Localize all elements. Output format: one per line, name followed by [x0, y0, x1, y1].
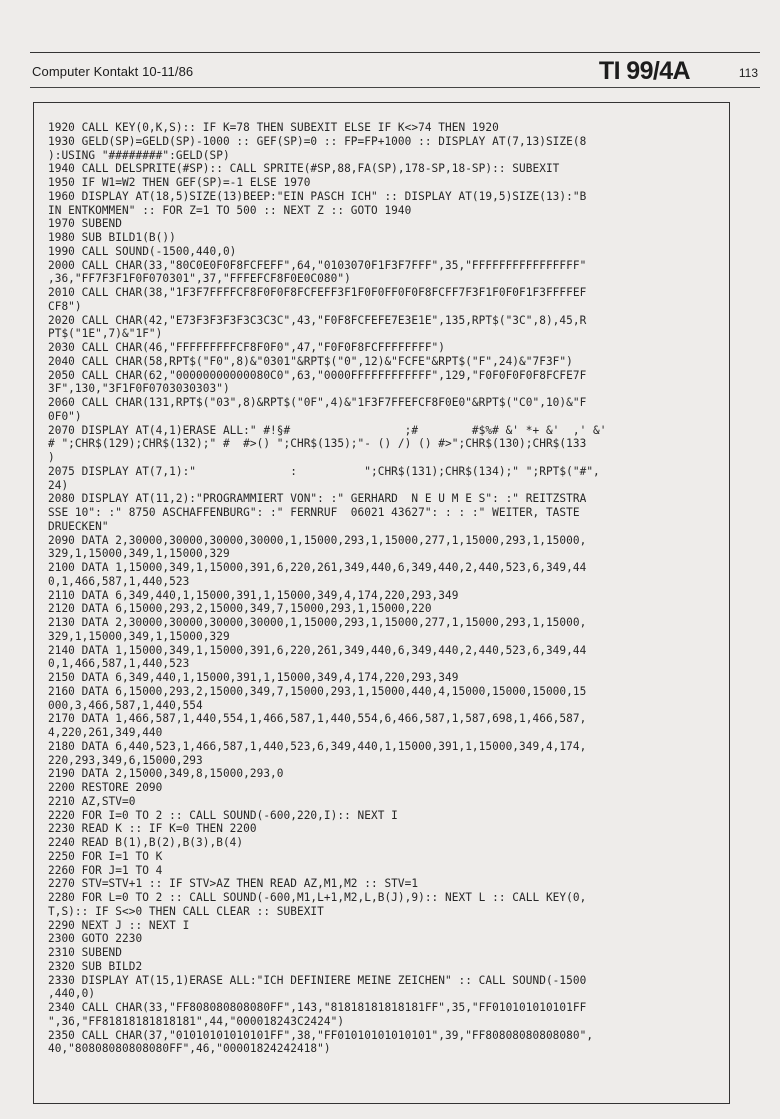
- listing-line: 2010 CALL CHAR(38,"1F3F7FFFFCF8F0F0F8FCFEFF3F1F0F0FF0F0F8FCFF7F3F1F0F0F1F3FFFFEF: [48, 286, 587, 299]
- listing-line: 329,1,15000,349,1,15000,329: [48, 629, 230, 643]
- listing-line: 2200 RESTORE 2090: [48, 781, 163, 794]
- listing-line: 2110 DATA 6,349,440,1,15000,391,1,15000,349,4,174,220,293,349: [48, 588, 459, 602]
- listing-line: 2260 FOR J=1 TO 4: [48, 863, 163, 877]
- listing-line: 2180 DATA 6,440,523,1,466,587,1,440,523,6,349,440,1,15000,391,1,15000,349,4,174,: [48, 739, 587, 753]
- listing-line: 2000 CALL CHAR(33,"80C0E0F0F8FCFEFF",64,"0103070F1F3F7FFF",35,"FFFFFFFFFFFFFFFF": [48, 258, 587, 272]
- listing-line: 2290 NEXT J :: NEXT I: [48, 918, 190, 932]
- listing-line: 0,1,466,587,1,440,523: [48, 574, 190, 588]
- listing-line: 1930 GELD(SP)=GELD(SP)-1000 :: GEF(SP)=0 :: FP=FP+1000 :: DISPLAY AT(7,13)SIZE(8: [48, 134, 587, 148]
- listing-line: 2120 DATA 6,15000,293,2,15000,349,7,15000,293,1,15000,220: [48, 602, 432, 616]
- page-number: 113: [738, 66, 758, 80]
- listing-line: 1920 CALL KEY(0,K,S):: IF K=78 THEN SUBEXIT ELSE IF K<>74 THEN 1920: [48, 121, 499, 134]
- listing-line: 2160 DATA 6,15000,293,2,15000,349,7,15000,293,1,15000,440,4,15000,15000,15000,15: [48, 684, 587, 698]
- listing-line: ): [48, 451, 55, 464]
- listing-line: PT$("1E",7)&"1F"): [48, 327, 163, 341]
- header-rule: [30, 87, 760, 88]
- listing-line: 3F",130,"3F1F0F0703030303"): [48, 382, 230, 396]
- listing-line: SSE 10": :" 8750 ASCHAFFENBURG": :" FERNRUF 06021 43627": : : :" WEITER, TASTE: [48, 506, 580, 519]
- listing-line: 2170 DATA 1,466,587,1,440,554,1,466,587,1,440,554,6,466,587,1,587,698,1,466,587,: [48, 712, 587, 726]
- system-title: TI 99/4A: [598, 57, 690, 85]
- listing-line: DRUECKEN": [48, 519, 109, 533]
- listing-line: 0F0"): [48, 409, 82, 423]
- listing-line: ",36,"FF81818181818181",44,"000018243C2424"): [48, 1014, 345, 1028]
- listing-line: ,36,"FF7F3F1F0F070301",37,"FFFEFCF8F0E0C080"): [48, 272, 351, 286]
- listing-line: 2140 DATA 1,15000,349,1,15000,391,6,220,261,349,440,6,349,440,2,440,523,6,349,44: [48, 643, 587, 657]
- listing-line: 329,1,15000,349,1,15000,329: [48, 547, 230, 561]
- listing-line: 2060 CALL CHAR(131,RPT$("03",8)&RPT$("0F",4)&"1F3F7FFEFCF8F0E0"&RPT$("C0",10)&"F: [48, 396, 587, 409]
- listing-line: ,440,0): [48, 987, 96, 1001]
- listing-line: 0,1,466,587,1,440,523: [48, 657, 190, 671]
- listing-line: IN ENTKOMMEN" :: FOR Z=1 TO 500 :: NEXT Z :: GOTO 1940: [48, 203, 412, 217]
- listing-line: 2300 GOTO 2230: [48, 932, 143, 946]
- listing-line: 2320 SUB BILD2: [48, 959, 143, 973]
- listing-line: # ";CHR$(129);CHR$(132);" # #>() ";CHR$(135);"- () /) () #>";CHR$(130);CHR$(133: [48, 437, 587, 451]
- listing-line: 4,220,261,349,440: [48, 726, 163, 739]
- listing-line: 2075 DISPLAY AT(7,1):" : ";CHR$(131);CHR$(134);" ";RPT$("#",: [48, 464, 600, 478]
- listing-line: 2100 DATA 1,15000,349,1,15000,391,6,220,261,349,440,6,349,440,2,440,523,6,349,44: [48, 561, 587, 574]
- page-header: [30, 56, 760, 86]
- top-rule: [30, 52, 760, 53]
- listing-line: T,S):: IF S<>0 THEN CALL CLEAR :: SUBEXIT: [48, 904, 324, 918]
- listing-line: 1950 IF W1=W2 THEN GEF(SP)=-1 ELSE 1970: [48, 176, 311, 189]
- listing-line: 000,3,466,587,1,440,554: [48, 698, 203, 712]
- listing-box: [33, 102, 730, 1104]
- listing-line: 2340 CALL CHAR(33,"FF808080808080FF",143,"81818181818181FF",35,"FF010101010101FF: [48, 1001, 587, 1014]
- listing-line: 1960 DISPLAY AT(18,5)SIZE(13)BEEP:"EIN PASCH ICH" :: DISPLAY AT(19,5)SIZE(13):"B: [48, 189, 587, 203]
- listing-line: 2310 SUBEND: [48, 946, 123, 959]
- listing-line: 2210 AZ,STV=0: [48, 794, 136, 808]
- listing-line: 2330 DISPLAY AT(15,1)ERASE ALL:"ICH DEFINIERE MEINE ZEICHEN" :: CALL SOUND(-1500: [48, 973, 587, 987]
- listing-line: 2090 DATA 2,30000,30000,30000,30000,1,15000,293,1,15000,277,1,15000,293,1,15000,: [48, 533, 587, 547]
- listing-line: 2030 CALL CHAR(46,"FFFFFFFFFCF8F0F0",47,"F0F0F8FCFFFFFFFF"): [48, 341, 446, 354]
- listing-line: 2270 STV=STV+1 :: IF STV>AZ THEN READ AZ,M1,M2 :: STV=1: [48, 877, 419, 891]
- listing-line: 1990 CALL SOUND(-1500,440,0): [48, 244, 237, 258]
- program-listing: [34, 103, 729, 1056]
- listing-line: 2350 CALL CHAR(37,"01010101010101FF",38,"FF01010101010101",39,"FF80808080808080",: [48, 1028, 594, 1042]
- publication-title: Computer Kontakt 10-11/86: [32, 64, 194, 79]
- listing-line: 2130 DATA 2,30000,30000,30000,30000,1,15000,293,1,15000,277,1,15000,293,1,15000,: [48, 616, 587, 629]
- listing-line: 2080 DISPLAY AT(11,2):"PROGRAMMIERT VON": :" GERHARD N E U M E S": :" REITZSTRA: [48, 492, 587, 506]
- listing-line: 2220 FOR I=0 TO 2 :: CALL SOUND(-600,220,I):: NEXT I: [48, 808, 398, 822]
- listing-line: ):USING "########":GELD(SP): [48, 148, 230, 162]
- listing-line: 2050 CALL CHAR(62,"00000000000080C0",63,"0000FFFFFFFFFFFF",129,"F0F0F0F0F8FCFE7F: [48, 368, 587, 382]
- listing-line: 2280 FOR L=0 TO 2 :: CALL SOUND(-600,M1,L+1,M2,L,B(J),9):: NEXT L :: CALL KEY(0,: [48, 891, 587, 904]
- listing-line: 2150 DATA 6,349,440,1,15000,391,1,15000,349,4,174,220,293,349: [48, 671, 459, 684]
- listing-line: 2240 READ B(1),B(2),B(3),B(4): [48, 836, 244, 849]
- listing-line: 1980 SUB BILD1(B()): [48, 231, 176, 244]
- listing-line: CF8"): [48, 299, 82, 313]
- listing-line: 2190 DATA 2,15000,349,8,15000,293,0: [48, 767, 284, 781]
- listing-line: 2070 DISPLAY AT(4,1)ERASE ALL:" #!§# ;# #$%# &' *+ &' ,' &': [48, 423, 607, 437]
- listing-line: 2020 CALL CHAR(42,"E73F3F3F3F3C3C3C",43,"F0F8FCFEFE7E3E1E",135,RPT$("3C",8),45,R: [48, 313, 587, 327]
- listing-line: 1940 CALL DELSPRITE(#SP):: CALL SPRITE(#SP,88,FA(SP),178-SP,18-SP):: SUBEXIT: [48, 162, 560, 176]
- listing-line: 2040 CALL CHAR(58,RPT$("F0",8)&"0301"&RPT$("0",12)&"FCFE"&RPT$("F",24)&"7F3F"): [48, 354, 573, 368]
- listing-line: 24): [48, 478, 69, 492]
- listing-line: 220,293,349,6,15000,293: [48, 753, 203, 767]
- listing-line: 2230 READ K :: IF K=0 THEN 2200: [48, 822, 257, 836]
- listing-line: 2250 FOR I=1 TO K: [48, 849, 163, 863]
- listing-line: 40,"80808080808080FF",46,"00001824242418"): [48, 1042, 331, 1056]
- listing-line: 1970 SUBEND: [48, 217, 123, 231]
